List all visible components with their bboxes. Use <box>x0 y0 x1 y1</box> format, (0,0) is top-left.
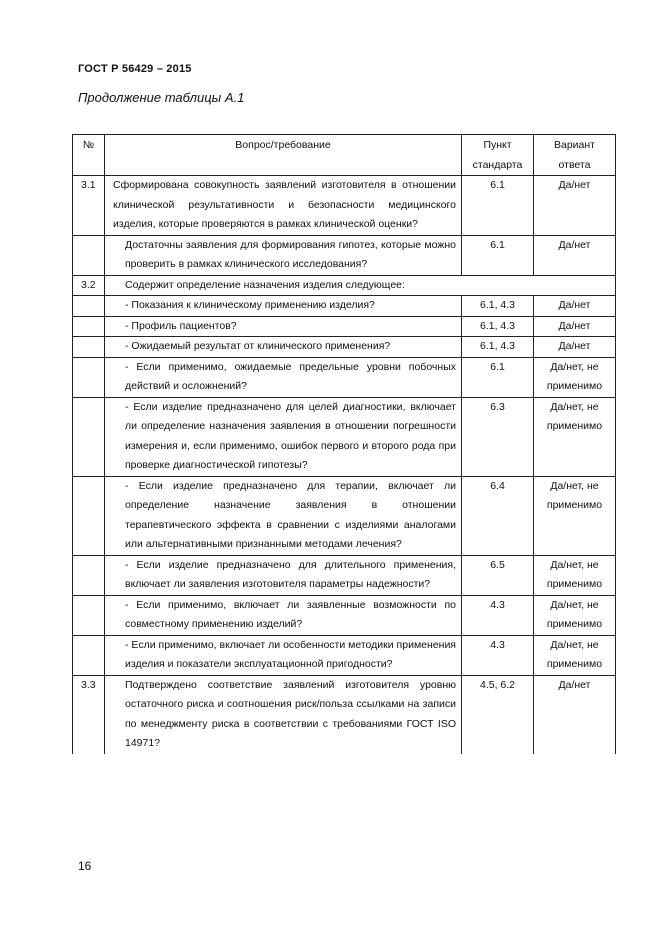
table-row <box>73 357 616 397</box>
row-number <box>73 316 105 337</box>
table-row <box>73 337 616 358</box>
row-question: - Если применимо, ожидаемые предельные уровни побочных действий и осложнений? <box>105 357 462 397</box>
row-answer: Да/нет <box>534 235 616 275</box>
row-clause: 6.1 <box>462 235 534 275</box>
row-answer: Да/нет <box>534 176 616 236</box>
row-number <box>73 337 105 358</box>
row-question: - Если изделие предназначено для целей диагностики, включает ли определение назначения заявления в отношении погрешности измерения и, если применимо, ошибок первого и второго рода при проверке диагностической гипотезы? <box>105 397 462 476</box>
row-question: Сформирована совокупность заявлений изготовителя в отношении клинической результативности и безопасности медицинского изделия, которые проверяются в рамках клинической оценки? <box>105 176 462 236</box>
table-row <box>73 235 616 275</box>
col-header-number: № <box>73 135 105 176</box>
row-question: Содержит определение назначения изделия следующее: <box>105 275 616 296</box>
row-question: - Если изделие предназначено для длительного применения, включает ли заявления изготовителя параметры надежности? <box>105 555 462 595</box>
row-answer: Да/нет, не применимо <box>534 476 616 555</box>
row-number <box>73 476 105 555</box>
col-header-clause: Пункт стандарта <box>462 135 534 176</box>
table-row <box>73 176 616 236</box>
row-answer: Да/нет, не применимо <box>534 555 616 595</box>
row-number <box>73 555 105 595</box>
row-number <box>73 235 105 275</box>
col-header-answer: Вариант ответа <box>534 135 616 176</box>
row-number <box>73 357 105 397</box>
table-row <box>73 595 616 635</box>
table-row <box>73 555 616 595</box>
row-question: - Ожидаемый результат от клинического применения? <box>105 337 462 358</box>
table-header-row <box>73 135 616 176</box>
table-row <box>73 635 616 675</box>
row-answer: Да/нет, не применимо <box>534 635 616 675</box>
table-row <box>73 275 616 296</box>
requirements-table <box>72 134 616 754</box>
row-clause: 6.1 <box>462 176 534 236</box>
row-answer: Да/нет, не применимо <box>534 357 616 397</box>
table-row <box>73 675 616 754</box>
page-number: 16 <box>78 859 92 873</box>
table-row <box>73 476 616 555</box>
row-number <box>73 635 105 675</box>
table-row <box>73 316 616 337</box>
row-clause: 6.1, 4.3 <box>462 296 534 317</box>
row-clause: 6.1 <box>462 357 534 397</box>
table-row <box>73 397 616 476</box>
col-header-question: Вопрос/требование <box>105 135 462 176</box>
row-answer: Да/нет <box>534 337 616 358</box>
row-question: - Если применимо, включает ли заявленные возможности по совместному применению изделий? <box>105 595 462 635</box>
row-question: - Показания к клиническому применению изделия? <box>105 296 462 317</box>
row-clause: 4.3 <box>462 635 534 675</box>
row-answer: Да/нет, не применимо <box>534 397 616 476</box>
document-header: ГОСТ Р 56429 – 2015 <box>78 63 192 75</box>
row-question: - Если изделие предназначено для терапии, включает ли определение назначение заявления в отношении терапевтического эффекта в сравнении с изделиями аналогами или альтернативными признанными методами лечения? <box>105 476 462 555</box>
row-clause: 6.5 <box>462 555 534 595</box>
row-answer: Да/нет, не применимо <box>534 595 616 635</box>
row-answer: Да/нет <box>534 296 616 317</box>
table-continuation-title: Продолжение таблицы А.1 <box>78 90 245 105</box>
row-clause: 4.5, 6.2 <box>462 675 534 754</box>
row-number: 3.2 <box>73 275 105 296</box>
row-answer: Да/нет <box>534 675 616 754</box>
row-clause: 6.3 <box>462 397 534 476</box>
row-clause: 6.1, 4.3 <box>462 337 534 358</box>
row-question: Подтверждено соответствие заявлений изготовителя уровню остаточного риска и соотношения риск/польза ссылками на записи по менеджменту риска в соответствии с требованиями ГОСТ ISO 14971? <box>105 675 462 754</box>
row-question: - Профиль пациентов? <box>105 316 462 337</box>
row-clause: 4.3 <box>462 595 534 635</box>
row-number <box>73 397 105 476</box>
row-question: - Если применимо, включает ли особенности методики применения изделия и показатели эксплуатационной пригодности? <box>105 635 462 675</box>
row-number: 3.3 <box>73 675 105 754</box>
row-number <box>73 595 105 635</box>
row-clause: 6.1, 4.3 <box>462 316 534 337</box>
row-clause: 6.4 <box>462 476 534 555</box>
row-answer: Да/нет <box>534 316 616 337</box>
row-question: Достаточны заявления для формирования гипотез, которые можно проверить в рамках клинического исследования? <box>105 235 462 275</box>
row-number <box>73 296 105 317</box>
table-row <box>73 296 616 317</box>
row-number: 3.1 <box>73 176 105 236</box>
